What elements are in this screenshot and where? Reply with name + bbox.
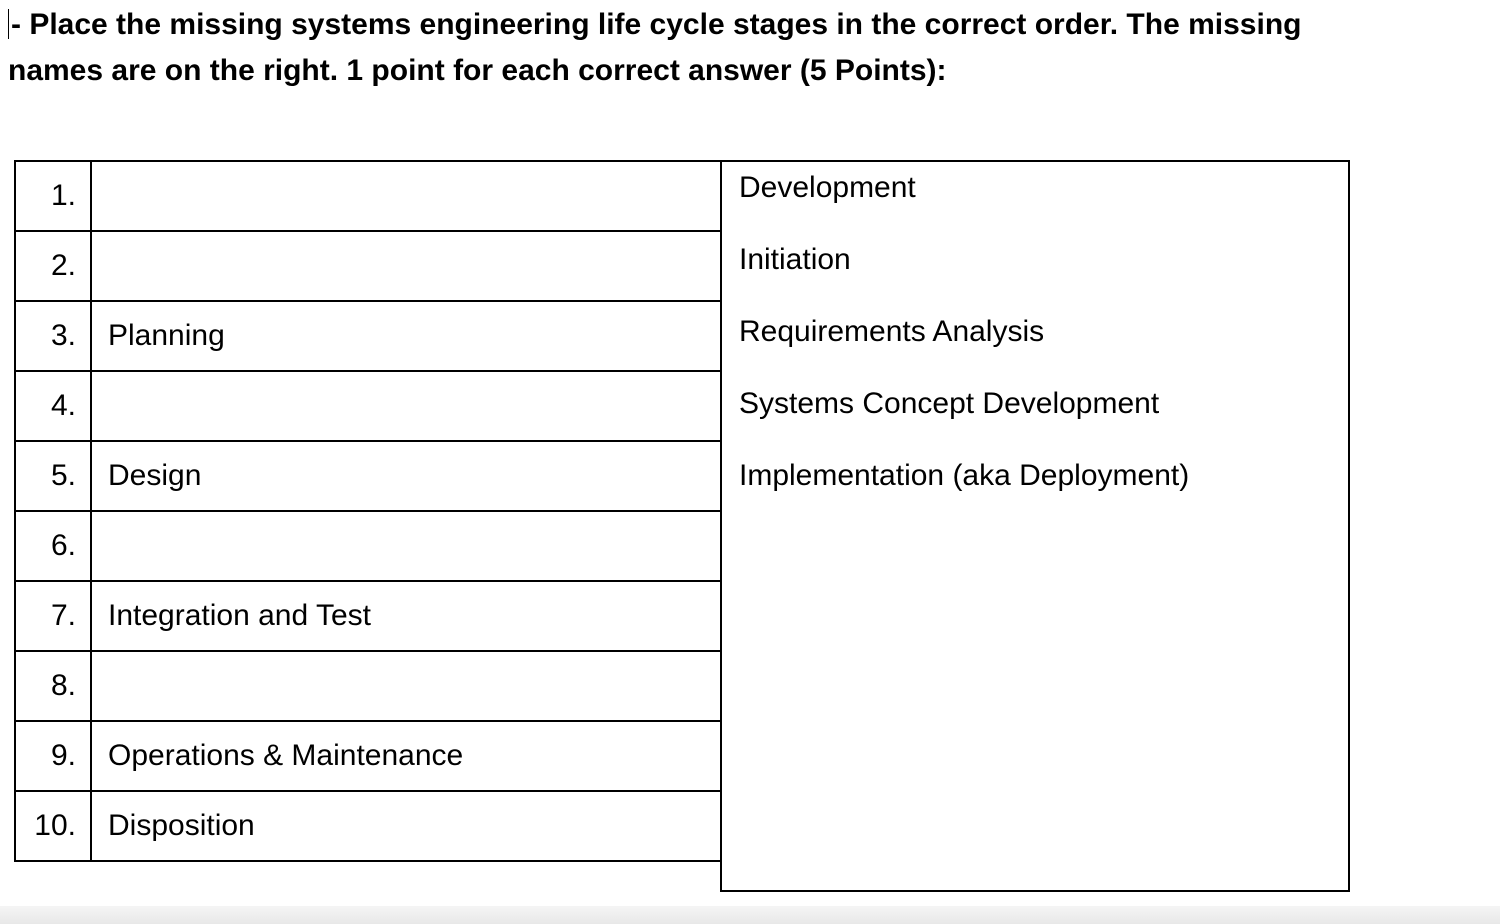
stage-number: 5. <box>15 441 91 511</box>
stage-number: 6. <box>15 511 91 581</box>
missing-name-item: Initiation <box>739 243 851 276</box>
stage-number: 2. <box>15 231 91 301</box>
stages-table <box>14 160 722 862</box>
stage-name-cell: Operations & Maintenance <box>91 721 721 791</box>
stage-row <box>15 441 721 511</box>
stage-row <box>15 371 721 441</box>
stage-name-cell: Integration and Test <box>91 581 721 651</box>
stage-name-cell[interactable] <box>91 231 721 301</box>
missing-name-item: Implementation (aka Deployment) <box>739 459 1190 492</box>
question-line-1 <box>8 2 1388 48</box>
stage-name-cell[interactable] <box>91 511 721 581</box>
missing-name-item: Systems Concept Development <box>739 387 1160 420</box>
stage-row <box>15 161 721 231</box>
stage-number: 7. <box>15 581 91 651</box>
stage-row <box>15 721 721 791</box>
question-line-1-text: - Place the missing systems engineering life cycle stages in the correct order. The missing <box>11 8 1302 41</box>
window-bottom-edge <box>0 906 1500 924</box>
stage-name-cell[interactable] <box>91 651 721 721</box>
stage-name-cell: Disposition <box>91 791 721 861</box>
stage-number: 3. <box>15 301 91 371</box>
stage-name-cell: Design <box>91 441 721 511</box>
stage-row <box>15 651 721 721</box>
stage-name-cell: Planning <box>91 301 721 371</box>
stage-row <box>15 231 721 301</box>
missing-name-item: Development <box>739 171 916 204</box>
missing-names-list <box>722 162 1348 526</box>
stage-name-cell[interactable] <box>91 371 721 441</box>
stage-row <box>15 511 721 581</box>
stage-row <box>15 301 721 371</box>
stage-number: 4. <box>15 371 91 441</box>
question-line-2: names are on the right. 1 point for each correct answer (5 Points): <box>8 54 947 87</box>
stage-number: 8. <box>15 651 91 721</box>
stage-row <box>15 581 721 651</box>
missing-name-item: Requirements Analysis <box>739 315 1045 348</box>
stage-number: 9. <box>15 721 91 791</box>
stage-row <box>15 791 721 861</box>
stage-number: 10. <box>15 791 91 861</box>
question-text <box>8 2 1388 94</box>
text-cursor <box>8 9 9 39</box>
stage-name-cell[interactable] <box>91 161 721 231</box>
stage-number: 1. <box>15 161 91 231</box>
missing-names-box <box>720 160 1350 892</box>
